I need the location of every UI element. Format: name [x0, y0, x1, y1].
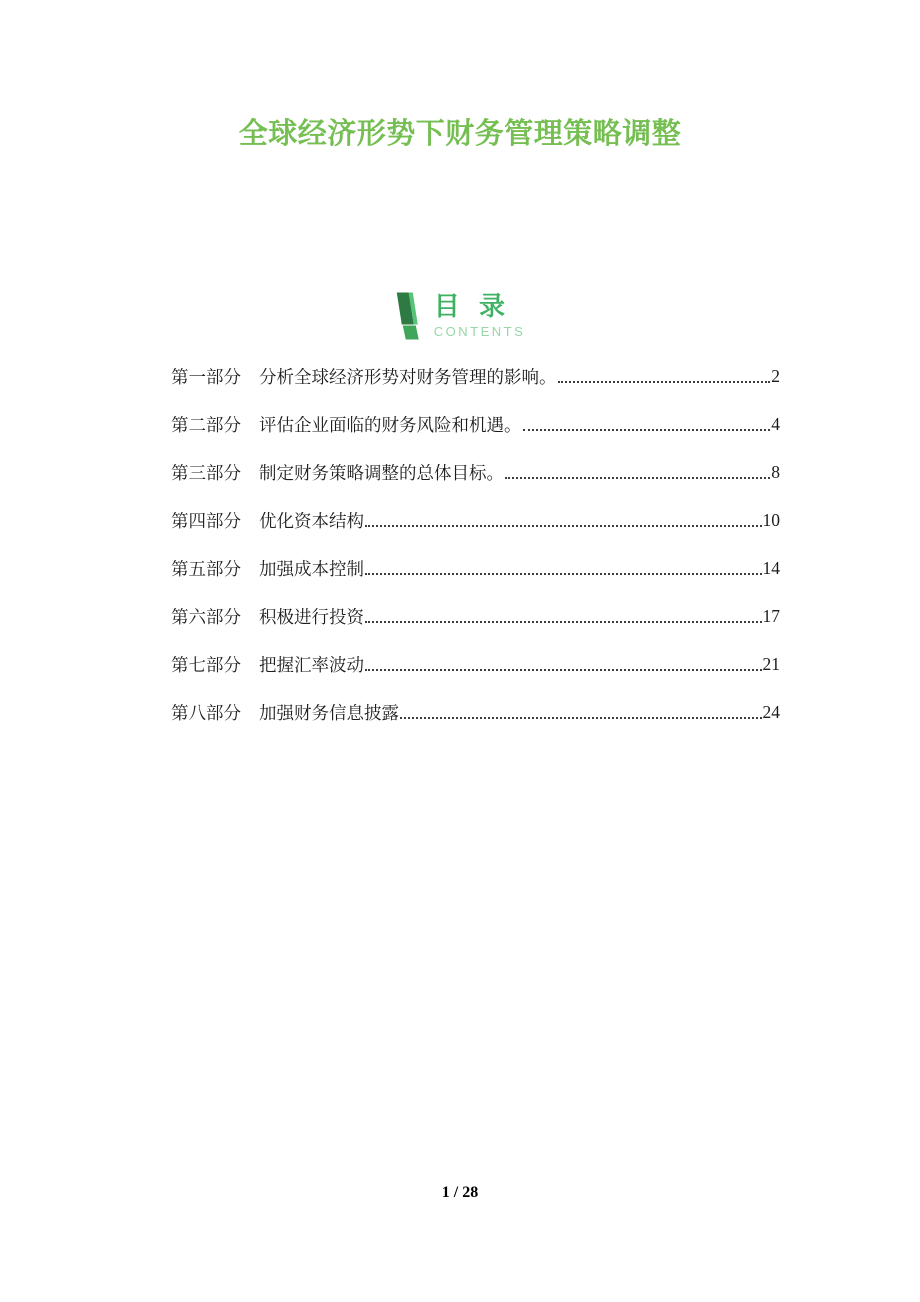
toc-list [171, 352, 780, 736]
toc-leader-dots [365, 657, 762, 671]
toc-leader-dots [365, 513, 762, 527]
toc-entry-page: 4 [771, 413, 780, 434]
toc-entry-page: 21 [762, 653, 780, 674]
page-footer [0, 1184, 920, 1202]
toc-entry[interactable] [171, 400, 780, 448]
toc-entry-page: 10 [762, 509, 780, 530]
toc-entry-title: 把握汇率波动 [259, 654, 364, 675]
toc-entry-label: 第一部分 [171, 366, 241, 387]
toc-entry[interactable] [171, 544, 780, 592]
toc-entry-page: 8 [771, 461, 780, 482]
toc-heading [395, 292, 526, 341]
toc-entry-title: 优化资本结构 [259, 510, 364, 531]
toc-entry-label: 第四部分 [171, 510, 241, 531]
toc-leader-dots [400, 705, 762, 719]
toc-entry-page: 17 [762, 605, 780, 626]
toc-entry-title: 积极进行投资 [259, 606, 364, 627]
toc-entry[interactable] [171, 688, 780, 736]
toc-entry-title: 评估企业面临的财务风险和机遇。 [259, 414, 522, 435]
toc-heading-en: CONTENTS [433, 324, 526, 339]
toc-entry-page: 14 [762, 557, 780, 578]
toc-entry-title: 加强成本控制 [259, 558, 364, 579]
toc-leader-dots [365, 609, 762, 623]
toc-entry-label: 第二部分 [171, 414, 241, 435]
toc-entry-title: 制定财务策略调整的总体目标。 [259, 462, 504, 483]
toc-entry-label: 第六部分 [171, 606, 241, 627]
toc-entry-label: 第五部分 [171, 558, 241, 579]
toc-entry[interactable] [171, 448, 780, 496]
toc-entry-label: 第三部分 [171, 462, 241, 483]
toc-leader-dots [365, 561, 762, 575]
toc-ribbon-icon [395, 292, 420, 341]
toc-entry-label: 第八部分 [171, 702, 241, 723]
toc-heading-text [434, 292, 526, 339]
document-title: 全球经济形势下财务管理策略调整 [238, 118, 682, 150]
toc-leader-dots [523, 417, 771, 431]
page-number: 1 / 28 [441, 1184, 479, 1201]
toc-leader-dots [505, 465, 770, 479]
toc-entry[interactable] [171, 352, 780, 400]
toc-entry-title: 加强财务信息披露 [259, 702, 399, 723]
toc-entry-title: 分析全球经济形势对财务管理的影响。 [259, 366, 557, 387]
toc-entry[interactable] [171, 496, 780, 544]
toc-entry-page: 24 [762, 701, 780, 722]
toc-entry[interactable] [171, 592, 780, 640]
toc-leader-dots [558, 369, 771, 383]
toc-entry[interactable] [171, 640, 780, 688]
toc-heading-zh: 目 录 [433, 291, 511, 321]
toc-entry-label: 第七部分 [171, 654, 241, 675]
toc-entry-page: 2 [771, 365, 780, 386]
